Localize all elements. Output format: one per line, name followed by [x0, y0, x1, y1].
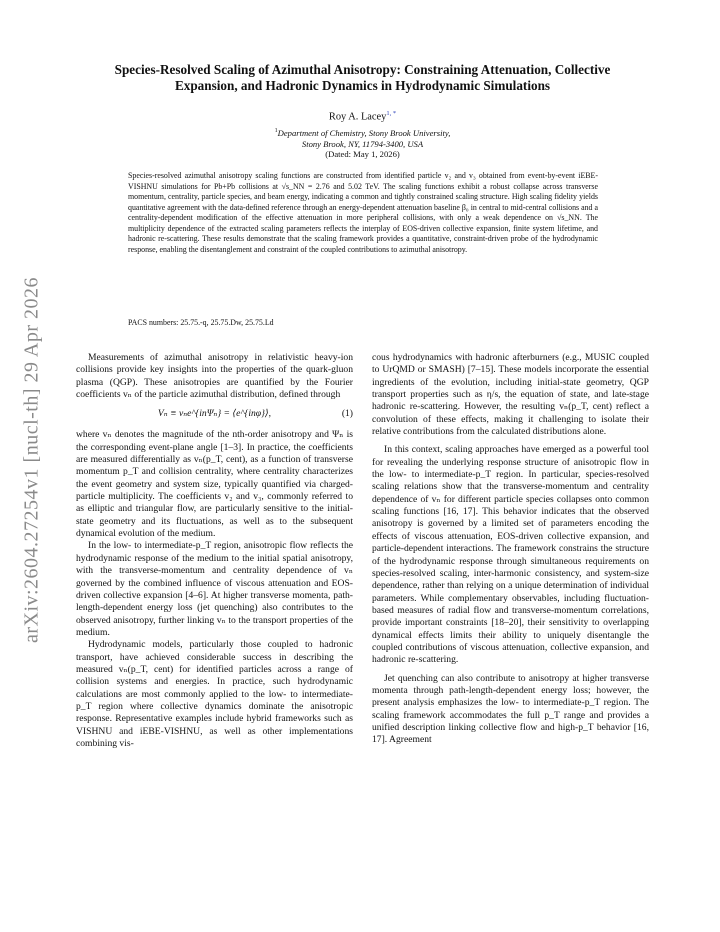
right-paragraph-1: cous hydrodynamics with hadronic afterburners (e.g., MUSIC coupled to UrQMD or SMASH) [7–15]. These models incorporate the essential ingredients of the evolution, including initial-state geometry, QGP transport properties such as η/s, the equation of state, and late-stage hadronic re-scattering. However, the resulting vₙ(p_T, cent) reflect a convolution of these effects, making it challenging to isolate their relative contributions from the calculated distributions alone.: [372, 352, 649, 438]
right-column: [372, 352, 649, 747]
abstract: Species-resolved azimuthal anisotropy scaling functions are constructed from identified particle v₂ and v₃ obtained from event-by-event iEBE-VISHNU simulations for Pb+Pb collisions at √s_NN = 2.76 and 5.02 TeV. The scaling functions exhibit a robust collapse across transverse momentum, centrality, particle species, and beam energy, indicating a common and tightly constrained scaling structure. High scaling fidelity yields quantitative agreement with the data-defined reference through an energy-dependent attenuation baseline β₀ in central to mid-central collisions and a centrality-dependent modification of the effective attenuation in more peripheral collisions, with only a weak dependence on √s_NN. The multiplicity dependence of the extracted scaling parameters reflects the interplay of EOS-driven collective expansion, finite system lifetime, and hadronic re-scattering. These results demonstrate that the scaling framework provides a quantitative, constraint-driven probe of the hydrodynamic response, enabling the disentanglement and constraint of the coupled contributions to azimuthal anisotropy.: [128, 171, 598, 254]
right-paragraph-2: In this context, scaling approaches have emerged as a powerful tool for revealing the underlying response structure of anisotropic flow in the low- to intermediate-p_T region. In particular, species-resolved scaling relations show that the transverse-momentum and centrality dependence of vₙ for different particle species collapses onto common scaling functions [16, 17]. This behavior indicates that the observed anisotropy is governed by a limited set of parameters encoding the effects of viscous attenuation, EOS-driven collective expansion, and particle-dependent interactions. The framework constrains the structure of the hydrodynamic response through simultaneous requirements on species-resolved scaling, inter-harmonic consistency, and system-size dependence, rather than relying on a unique determination of individual parameters. While complementary observables, including fluctuation-based measures of radial flow and transverse-momentum correlations, provide important constraints [18–20], their sensitivity to overlapping dynamical effects limits their ability to uniquely disentangle the coupled contributions of viscous attenuation, collective expansion, and hadronic re-scattering.: [372, 444, 649, 666]
left-paragraph-3: In the low- to intermediate-p_T region, anisotropic flow reflects the hydrodynamic response of the medium to the initial spatial anisotropy, with the transverse-momentum and centrality dependence of vₙ governed by the combined influence of viscous attenuation and EOS-driven collective expansion [4–6]. At higher transverse momenta, path-length-dependent energy loss (jet quenching) also contributes to the observed anisotropy, further linking vₙ to the transport properties of the medium.: [76, 540, 353, 638]
affiliation-line-2: Stony Brook, NY, 11794-3400, USA: [301, 138, 424, 149]
equation-1: [76, 405, 353, 427]
right-paragraph-3: Jet quenching can also contribute to anisotropy at higher transverse momenta through path-length-dependent energy loss; however, the present analysis emphasizes the low- to intermediate-p_T region. The scaling framework accommodates the full p_T range and provides a unified description linking collective flow and high-p_T behavior [16, 17]. Agreement: [372, 672, 649, 746]
author-name: Roy A. Lacey: [328, 111, 387, 123]
pacs-numbers: PACS numbers: 25.75.-q, 25.75.Dw, 25.75.Ld: [128, 318, 274, 327]
affiliation-line-1: Department of Chemistry, Stony Brook University,: [277, 127, 451, 138]
left-column: [76, 352, 353, 750]
left-paragraph-4: Hydrodynamic models, particularly those coupled to hadronic transport, have achieved considerable success in describing the measured vₙ(p_T, cent) for identified particles across a range of collision systems and energies. In practice, such hydrodynamic calculations are most commonly applied to the low- to intermediate-p_T region where collective dynamics dominate the anisotropic response. Representative examples include hybrid frameworks such as VISHNU and iEBE-VISHNU, as well as other implementations combining vis-: [76, 639, 353, 749]
affiliation-mark: 1: [274, 128, 278, 134]
paper-title: Species-Resolved Scaling of Azimuthal Anisotropy: Constraining Attenuation, Collective Expansion, and Hadronic Dynamics in Hydrodynamic Simulations: [114, 62, 611, 93]
author-line: [90, 110, 635, 122]
equation-number: (1): [341, 408, 353, 420]
left-paragraph-1: Measurements of azimuthal anisotropy in relativistic heavy-ion collisions provide key insights into the properties of the quark-gluon plasma (QGP). These anisotropies are quantified by the Fourier coefficients vₙ of the particle azimuthal distribution, defined through: [76, 352, 353, 401]
author-marks[interactable]: 1, *: [386, 110, 397, 117]
dated-line: (Dated: May 1, 2026): [325, 149, 400, 159]
affiliation: [140, 126, 585, 150]
equation-expression: Vₙ ≡ vₙe^{inΨₙ} = ⟨e^{inφ}⟩,: [157, 408, 272, 420]
left-paragraph-2: where vₙ denotes the magnitude of the nth-order anisotropy and Ψₙ is the corresponding event-plane angle [1–3]. In practice, the coefficients are measured differentially as vₙ(p_T, cent), as a function of transverse momentum p_T and collision centrality, where centrality characterizes the event geometry and system size, typically quantified via charged-particle multiplicity. The coefficients v₂ and v₃, commonly referred to as elliptic and triangular flow, are particularly sensitive to the initial-state geometry and its fluctuations, as well as to the subsequent dynamical evolution of the medium.: [76, 429, 353, 540]
arxiv-identifier-stamp: [14, 260, 50, 660]
arxiv-identifier-text: arXiv:2604.27254v1 [nucl-th] 29 Apr 2026: [20, 276, 43, 644]
